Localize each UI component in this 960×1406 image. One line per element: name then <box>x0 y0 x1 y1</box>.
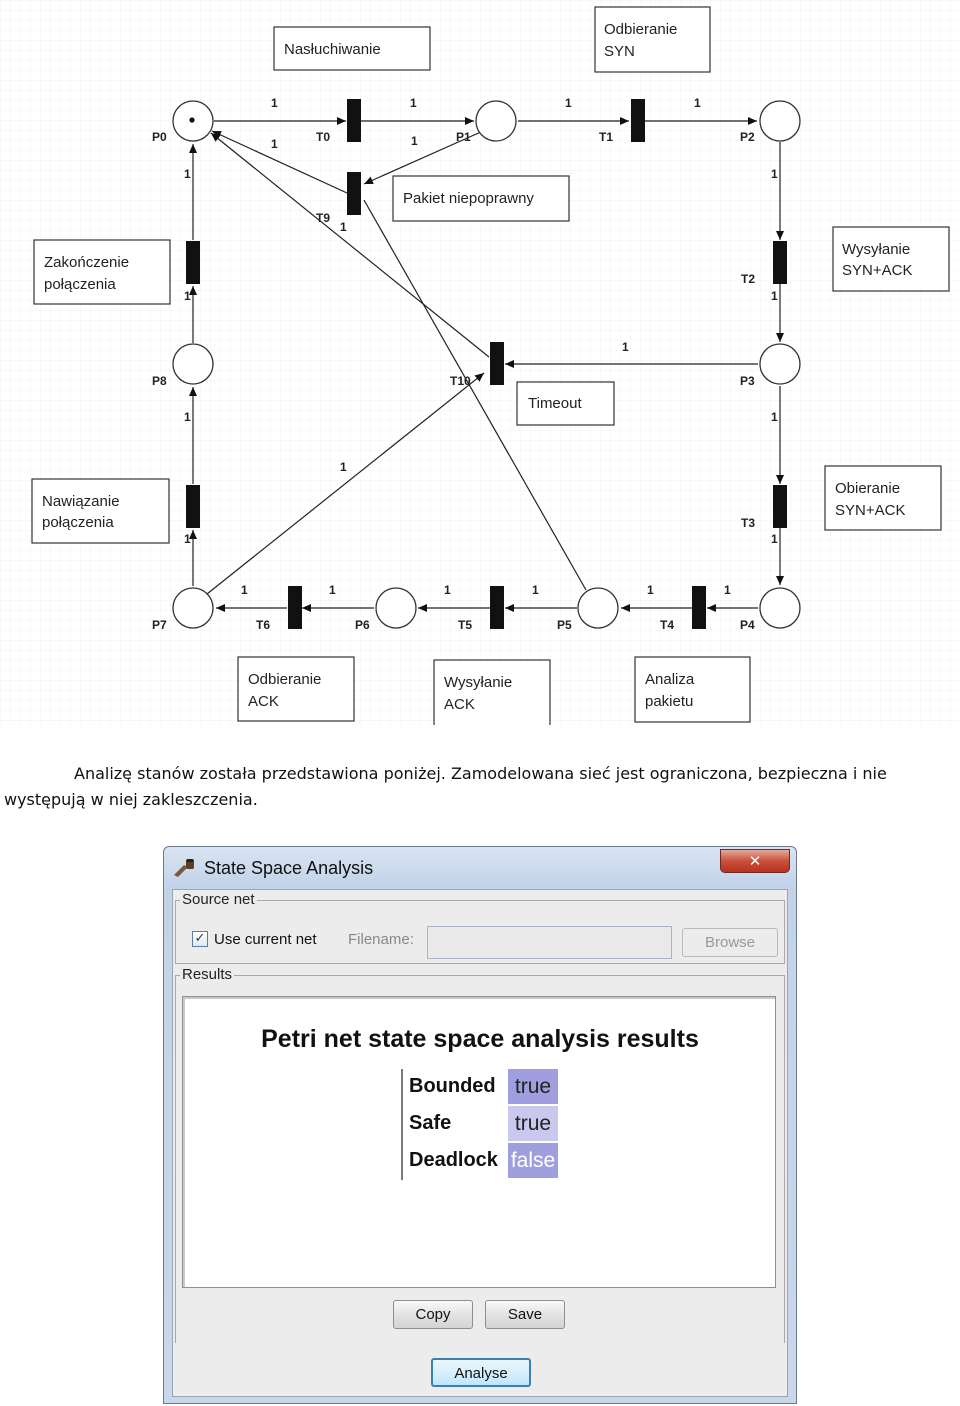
weight-label: 1 <box>444 583 451 597</box>
label-t6: T6 <box>256 618 271 632</box>
label-t5: T5 <box>458 618 473 632</box>
place-p7 <box>173 588 213 628</box>
box-zakonczenie <box>34 240 170 304</box>
result-value: true <box>508 1106 558 1141</box>
results-title: Petri net state space analysis results <box>261 1025 699 1053</box>
weight-label: 1 <box>340 220 347 234</box>
place-p8 <box>173 344 213 384</box>
box-text: Odbieranie <box>604 21 678 38</box>
place-p4 <box>760 588 800 628</box>
transition-t9 <box>347 172 361 215</box>
weight-label: 1 <box>241 583 248 597</box>
label-t9: T9 <box>316 211 331 225</box>
result-row-bounded <box>403 1069 558 1104</box>
results-panel <box>182 996 776 1288</box>
weight-label: 1 <box>411 134 418 148</box>
weight-label: 1 <box>771 167 778 181</box>
token-p0 <box>189 117 194 122</box>
label-t1: T1 <box>599 130 614 144</box>
transition-t3 <box>773 485 787 528</box>
browse-button[interactable]: Browse <box>682 928 778 957</box>
transition-t6 <box>288 586 302 629</box>
box-text: SYN <box>604 43 635 60</box>
transition-t4 <box>692 586 706 629</box>
weight-label: 1 <box>622 340 629 354</box>
weight-label: 1 <box>565 96 572 110</box>
place-p5 <box>578 588 618 628</box>
weight-label: 1 <box>771 289 778 303</box>
close-icon: ✕ <box>748 852 762 870</box>
results-group <box>175 966 785 1343</box>
box-text: połączenia <box>44 276 116 293</box>
box-text: połączenia <box>42 514 114 531</box>
box-text: Wysyłanie <box>444 674 513 691</box>
label-t3: T3 <box>741 516 756 530</box>
label-p4: P4 <box>740 618 755 632</box>
weight-label: 1 <box>329 583 336 597</box>
label-p2: P2 <box>740 130 755 144</box>
box-text: Wysyłanie <box>842 241 911 258</box>
box-text: Timeout <box>528 395 582 412</box>
transition-connect <box>186 485 200 528</box>
box-obieranie-synack <box>825 466 941 530</box>
weight-label: 1 <box>271 137 278 151</box>
box-text: Nasłuchiwanie <box>284 41 381 58</box>
box-text: pakietu <box>645 693 694 710</box>
box-odbieranie-ack <box>238 657 354 721</box>
result-value: true <box>508 1069 558 1104</box>
result-value: false <box>508 1143 558 1178</box>
checkmark-icon: ✓ <box>194 931 206 946</box>
label-p8: P8 <box>152 374 167 388</box>
state-space-dialog <box>163 846 797 1404</box>
result-key: Deadlock <box>409 1149 498 1171</box>
copy-button[interactable]: Copy <box>393 1300 473 1329</box>
label-p7: P7 <box>152 618 167 632</box>
result-row-deadlock <box>403 1143 558 1178</box>
transition-t1 <box>631 99 645 142</box>
label-p0: P0 <box>152 130 167 144</box>
filename-label: Filename: <box>348 931 414 948</box>
dialog-title: State Space Analysis <box>204 857 374 878</box>
weight-label: 1 <box>271 96 278 110</box>
label-t0: T0 <box>316 130 331 144</box>
box-text: SYN+ACK <box>835 502 906 519</box>
label-p3: P3 <box>740 374 755 388</box>
weight-label: 1 <box>184 289 191 303</box>
weight-label: 1 <box>724 583 731 597</box>
use-current-net-label: Use current net <box>214 931 317 948</box>
pipe-icon <box>172 857 196 879</box>
box-wysylanie-synack <box>833 227 949 291</box>
analyse-button[interactable]: Analyse <box>431 1358 531 1387</box>
box-text: Nawiązanie <box>42 493 120 510</box>
place-p2 <box>760 101 800 141</box>
transition-close <box>186 241 200 284</box>
box-text: Analiza <box>645 671 695 688</box>
dialog-titlebar <box>172 853 373 883</box>
label-p5: P5 <box>557 618 572 632</box>
transition-t0 <box>347 99 361 142</box>
transition-t10 <box>490 342 504 385</box>
place-p6 <box>376 588 416 628</box>
box-text: Pakiet niepoprawny <box>403 190 534 207</box>
box-text: SYN+ACK <box>842 262 913 279</box>
place-p3 <box>760 344 800 384</box>
weight-label: 1 <box>340 460 347 474</box>
save-button[interactable]: Save <box>485 1300 565 1329</box>
label-t4: T4 <box>660 618 675 632</box>
box-analiza <box>635 657 750 722</box>
source-net-legend: Source net <box>182 891 255 908</box>
weight-label: 1 <box>771 410 778 424</box>
weight-label: 1 <box>184 410 191 424</box>
result-row-safe <box>403 1106 558 1141</box>
weight-label: 1 <box>694 96 701 110</box>
dialog-body <box>172 889 788 1397</box>
close-button[interactable] <box>720 849 790 873</box>
transition-t2 <box>773 241 787 284</box>
box-odbieranie-syn <box>595 7 710 72</box>
weight-label: 1 <box>647 583 654 597</box>
box-nawiazanie <box>32 479 169 543</box>
box-wysylanie-ack <box>434 660 550 725</box>
weight-label: 1 <box>771 532 778 546</box>
transition-t5 <box>490 586 504 629</box>
results-legend: Results <box>182 966 233 983</box>
label-t10: T10 <box>450 374 471 388</box>
caption-text: Analizę stanów została przedstawiona poniżej. Zamodelowana sieć jest ograniczona, bezpieczna i nie występują w niej zakleszczenia. <box>4 764 887 809</box>
box-text: ACK <box>248 693 279 710</box>
label-p1: P1 <box>456 130 471 144</box>
weight-label: 1 <box>184 167 191 181</box>
use-current-net-checkbox[interactable] <box>192 931 208 947</box>
place-p1 <box>476 101 516 141</box>
results-table <box>401 1069 558 1180</box>
box-text: Obieranie <box>835 480 901 497</box>
weight-label: 1 <box>184 532 191 546</box>
label-t2: T2 <box>741 272 756 286</box>
weight-label: 1 <box>410 96 417 110</box>
box-text: Odbieranie <box>248 671 322 688</box>
box-text: Zakończenie <box>44 254 130 271</box>
weight-label: 1 <box>532 583 539 597</box>
result-key: Bounded <box>409 1075 496 1097</box>
source-net-group <box>175 891 785 964</box>
result-key: Safe <box>409 1112 452 1134</box>
box-text: ACK <box>444 696 475 713</box>
filename-input[interactable] <box>427 926 672 959</box>
label-p6: P6 <box>355 618 370 632</box>
